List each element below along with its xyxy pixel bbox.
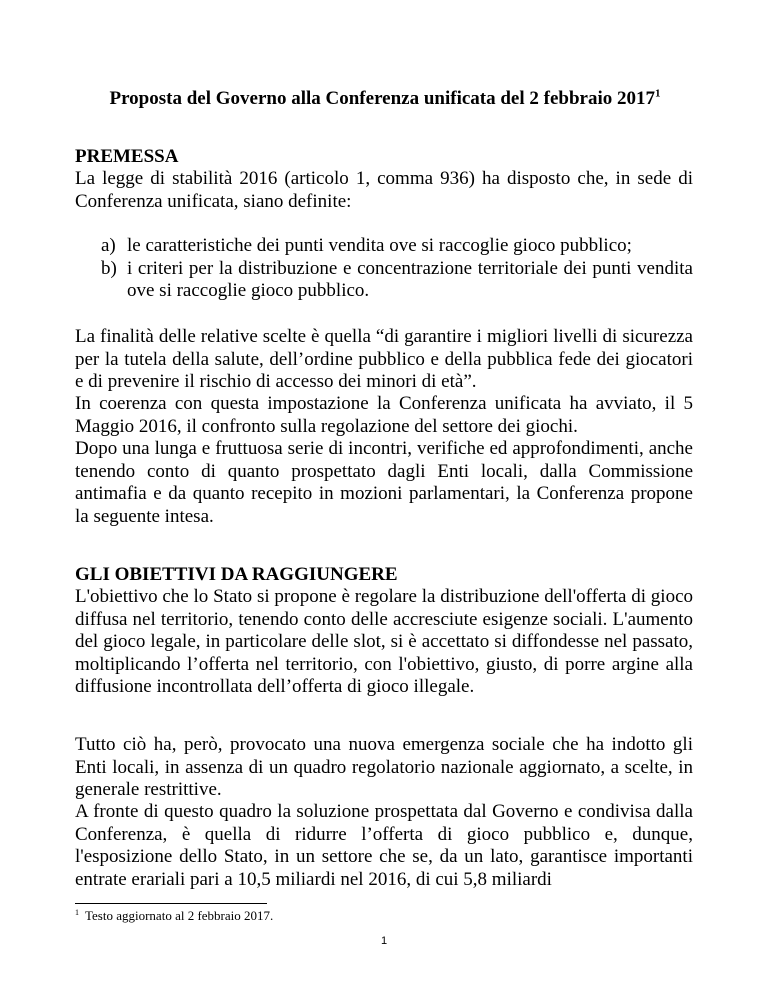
list-marker: a) [101,235,116,256]
obiettivi-paragraph: L'obiettivo che lo Stato si propone è regolare la distribuzione dell'offerta di gioco diffusa nel territorio, tenendo conto delle accresciute esigenze sociali. L'aumento del gioco legale, in particolare delle slot, si è accettato si diffondesse nel passato, moltiplicando l’offerta nel territorio, con l'obiettivo, giusto, di porre argine alla diffusione incontrollata dell’offerta di gioco illegale. [75,586,693,697]
premessa-paragraph: La finalità delle relative scelte è quella “di garantire i migliori livelli di sicurezza per la tutela della salute, dell’ordine pubblico e della pubblica fede dei giocatori e di prevenire il rischio di accesso dei minori di età”. [75,326,693,392]
list-item-text: i criteri per la distribuzione e concentrazione territoriale dei punti vendita ove si raccoglie gioco pubblico. [127,257,693,301]
footnote-number: 1 [75,907,79,917]
page-number: 1 [380,935,388,947]
list-item-text: le caratteristiche dei punti vendita ove si raccoglie gioco pubblico; [127,235,632,256]
premessa-paragraph: In coerenza con questa impostazione la Conferenza unificata ha avviato, il 5 Maggio 2016, il confronto sulla regolazione del settore dei giochi. [75,393,693,437]
premessa-heading: PREMESSA [75,146,179,167]
premessa-paragraph: Dopo una lunga e fruttuosa serie di incontri, verifiche ed approfondimenti, anche tenendo conto di quanto prospettato dagli Enti locali, dalla Commissione antimafia e da quanto recepito in mozioni parlamentari, la Conferenza propone la seguente intesa. [75,438,693,527]
footnote [75,908,273,924]
obiettivi-paragraph: Tutto ciò ha, però, provocato una nuova emergenza sociale che ha indotto gli Enti locali, in assenza di un quadro regolatorio nazionale aggiornato, a scelte, in generale restrittive. [75,734,693,800]
footnote-text: Testo aggiornato al 2 febbraio 2017. [85,908,274,923]
list-item [101,258,693,303]
document-title [75,88,695,111]
obiettivi-heading: GLI OBIETTIVI DA RAGGIUNGERE [75,564,398,585]
title-text: Proposta del Governo alla Conferenza unificata del 2 febbraio 2017 [109,88,656,109]
premessa-intro: La legge di stabilità 2016 (articolo 1, comma 936) ha disposto che, in sede di Conferenza unificata, siano definite: [75,168,693,212]
list-marker: b) [101,257,117,279]
footnote-reference: 1 [655,87,661,100]
obiettivi-paragraph: A fronte di questo quadro la soluzione prospettata dal Governo e condivisa dalla Conferenza, è quella di ridurre l’offerta di gioco pubblico e, dunque, l'esposizione dello Stato, in un settore che se, da un lato, garantisce importanti entrate erariali pari a 10,5 miliardi nel 2016, di cui 5,8 miliardi [75,801,693,890]
criteria-list [101,235,693,303]
list-item [101,235,693,258]
footnote-divider [75,903,267,904]
